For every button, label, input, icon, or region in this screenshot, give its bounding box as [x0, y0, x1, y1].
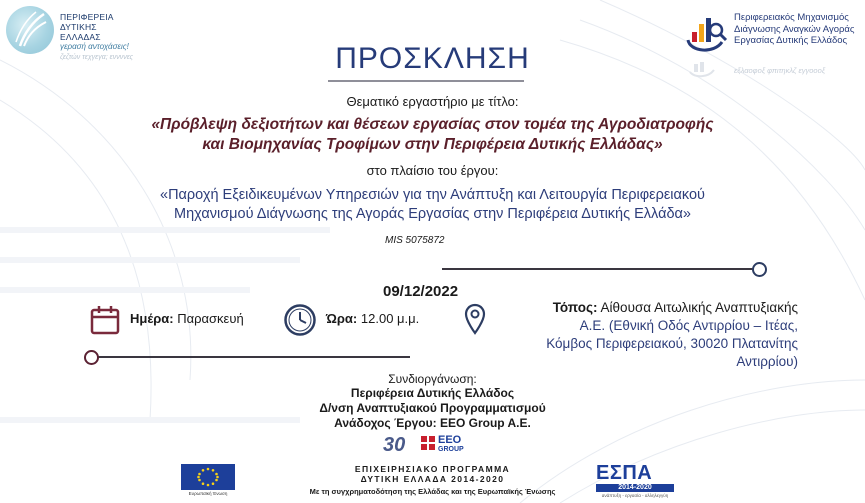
event-place	[502, 299, 798, 371]
divider-line-bottom	[92, 356, 410, 358]
espa-logo	[596, 462, 676, 500]
divider-dot-bottom	[84, 350, 99, 365]
region-logo-line3: ΕΛΛΑΔΑΣ	[60, 32, 101, 42]
place-line3: Κόμβος Περιφερειακού, 30020 Πλατανίτης	[546, 336, 798, 351]
coorganizer-contractor: Ανάδοχος Έργου: EEO Group A.E.	[334, 416, 531, 430]
workshop-title	[0, 115, 865, 155]
anniversary-number: 30	[383, 434, 406, 456]
programme-line1: ΕΠΙΧΕΙΡΗΣΙΑΚΟ ΠΡΟΓΡΑΜΜΑ	[354, 464, 511, 474]
place-line4: Αντιρρίου)	[736, 354, 798, 369]
place-line1: Αίθουσα Αιτωλικής Αναπτυξιακής	[600, 300, 798, 315]
event-day	[130, 311, 244, 326]
anniversary-logo	[383, 434, 417, 458]
context-label: στο πλαίσιο του έργου:	[366, 163, 499, 178]
cofinance-text: Με τη συγχρηματοδότηση της Ελλάδας και της Ευρωπαϊκής Ένωσης	[309, 487, 556, 496]
programme-line2: ΔΥΤΙΚΗ ΕΛΛΑΔΑ 2014-2020	[360, 474, 505, 484]
coorganizers-label: Συνδιοργάνωση:	[388, 372, 477, 386]
mis-code: MIS 5075872	[385, 235, 445, 246]
eeo-sub: GROUP	[438, 446, 464, 453]
mechanism-logo-line2: Διάγνωσης Αναγκών Αγοράς	[734, 23, 855, 35]
event-date: 09/12/2022	[383, 283, 459, 300]
clock-icon	[283, 303, 317, 337]
eeo-grid-icon	[421, 436, 435, 450]
workshop-title-line2: και Βιομηχανίας Τροφίμων στην Περιφέρεια Δυτικής Ελλάδας»	[202, 136, 663, 153]
mechanism-logo-faded: εξλαοφοξ φπιτηκλζ εγγοοοξ	[734, 66, 826, 75]
eeo-group-logo	[421, 434, 477, 458]
espa-tagline: ανάπτυξη - εργασία - αλληλεγγύη	[601, 493, 669, 498]
place-line2: Α.Ε. (Εθνική Οδός Αντιρρίου – Ιτέας,	[579, 318, 798, 333]
espa-title: ΕΣΠΑ	[596, 462, 653, 484]
calendar-icon	[90, 305, 120, 335]
coorganizer-region: Περιφέρεια Δυτικής Ελλάδος	[350, 386, 515, 400]
workshop-title-line1: «Πρόβλεψη δεξιοτήτων και θέσεων εργασίας στον τομέα της Αγροδιατροφής	[151, 116, 714, 133]
coorganizer-directorate: Δ/νση Αναπτυξιακού Προγραμματισμού	[319, 401, 546, 415]
heading-underline	[328, 80, 524, 82]
time-value: 12.00 μ.μ.	[360, 311, 420, 326]
divider-line-top	[442, 268, 758, 270]
time-label: Ώρα:	[326, 311, 358, 326]
region-logo-faded-slogan: ζεζτών τεχγεγα; εννννες	[60, 54, 133, 61]
espa-years: 2014-2020	[596, 484, 674, 492]
place-label: Τόπος:	[552, 300, 598, 315]
region-logo-name	[60, 12, 114, 42]
project-title-line1: «Παροχή Εξειδικευμένων Υπηρεσιών για την Ανάπτυξη και Λειτουργία Περιφερειακού	[160, 187, 705, 203]
divider-dot-top	[752, 262, 767, 277]
mechanism-logo-line1: Περιφερειακός Μηχανισμός	[734, 12, 849, 23]
project-title-line2: Μηχανισμού Διάγνωσης της Αγοράς Εργασίας στην Περιφέρεια Δυτικής Ελλάδα»	[174, 206, 691, 222]
day-value: Παρασκευή	[177, 311, 244, 326]
day-label: Ημέρα:	[130, 311, 174, 326]
intro-text: Θεματικό εργαστήριο με τίτλο:	[346, 94, 519, 109]
event-time	[326, 311, 419, 326]
location-pin-icon	[464, 303, 486, 337]
region-logo-line2: ΔΥΤΙΚΗΣ	[60, 22, 97, 32]
region-logo-slogan: γερασή αντοχάσεις!	[60, 42, 129, 51]
invitation-heading: ΠΡΟΣΚΛΗΣΗ	[335, 42, 530, 75]
mechanism-logo-line3: Εργασίας Δυτικής Ελλάδος	[734, 35, 848, 46]
project-title	[0, 186, 865, 224]
eeo-name: EEO	[438, 434, 462, 446]
region-logo-line1: ΠΕΡΙΦΕΡΕΙΑ	[60, 12, 114, 22]
eu-caption: Ευρωπαϊκή Ένωση	[188, 491, 228, 496]
